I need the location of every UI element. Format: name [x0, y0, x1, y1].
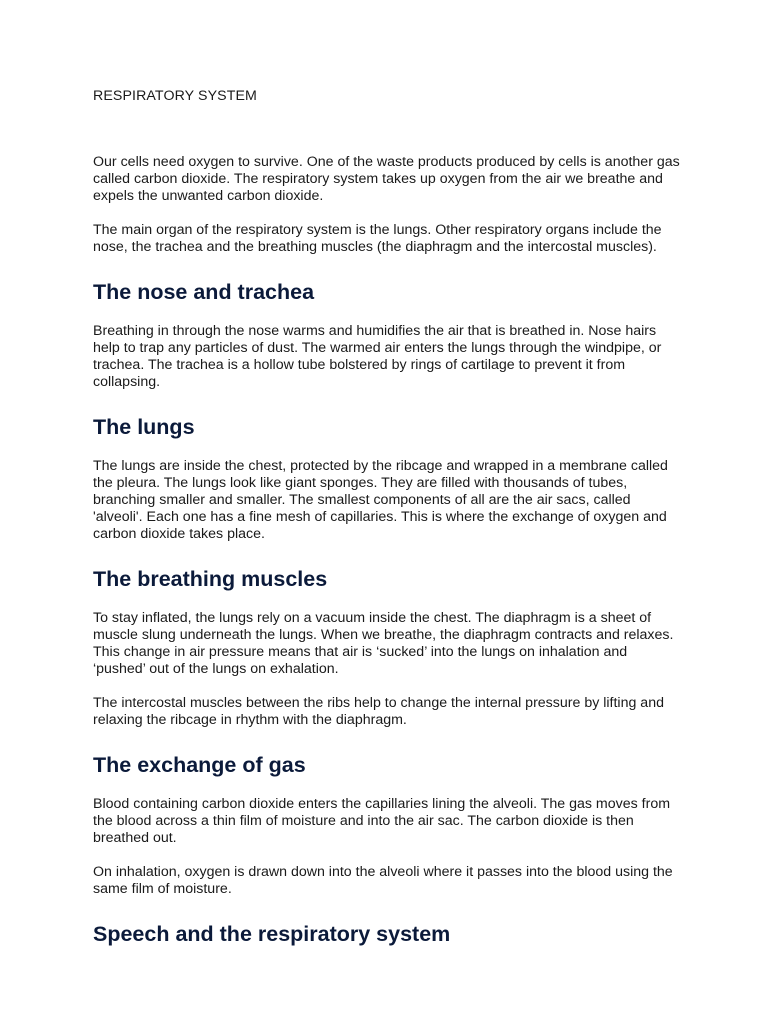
section-paragraph-lungs: The lungs are inside the chest, protected by the ribcage and wrapped in a membrane called the pleura. The lungs look like giant sponges. They are filled with thousands of tubes, branching smaller and smaller. The smallest components of all are the air sacs, called 'alveoli'. Each one has a fine mesh of capillaries. This is where the exchange of oxygen and carbon dioxide takes place.	[93, 458, 668, 542]
intro-paragraph-2: The main organ of the respiratory system is the lungs. Other respiratory organs include the nose, the trachea and the breathing muscles (the diaphragm and the intercostal muscles).	[93, 222, 662, 255]
section-paragraph-breathing-muscles-2: The intercostal muscles between the ribs help to change the internal pressure by lifting and relaxing the ribcage in rhythm with the diaphragm.	[93, 695, 664, 728]
document-page	[93, 86, 683, 947]
section-heading-speech: Speech and the respiratory system	[93, 922, 451, 946]
section-heading-nose-trachea: The nose and trachea	[93, 280, 315, 304]
section-paragraph-exchange-of-gas-1: Blood containing carbon dioxide enters the capillaries lining the alveoli. The gas moves from the blood across a thin film of moisture and into the air sac. The carbon dioxide is then breathed out.	[93, 796, 671, 846]
document-title: RESPIRATORY SYSTEM	[93, 88, 257, 104]
section-heading-exchange-of-gas: The exchange of gas	[93, 753, 306, 777]
intro-paragraph-1: Our cells need oxygen to survive. One of the waste products produced by cells is another gas called carbon dioxide. The respiratory system takes up oxygen from the air we breathe and expels the unwanted carbon dioxide.	[93, 154, 680, 204]
section-heading-lungs: The lungs	[93, 415, 195, 439]
section-paragraph-exchange-of-gas-2: On inhalation, oxygen is drawn down into the alveoli where it passes into the blood using the same film of moisture.	[93, 864, 673, 897]
section-paragraph-nose-trachea: Breathing in through the nose warms and humidifies the air that is breathed in. Nose hairs help to trap any particles of dust. The warmed air enters the lungs through the windpipe, or trachea. The trachea is a hollow tube bolstered by rings of cartilage to prevent it from collapsing.	[93, 323, 662, 390]
section-heading-breathing-muscles: The breathing muscles	[93, 567, 328, 591]
section-paragraph-breathing-muscles-1: To stay inflated, the lungs rely on a vacuum inside the chest. The diaphragm is a sheet of muscle slung underneath the lungs. When we breathe, the diaphragm contracts and relaxes. This change in air pressure means that air is ‘sucked’ into the lungs on inhalation and ‘pushed’ out of the lungs on exhalation.	[93, 610, 674, 677]
